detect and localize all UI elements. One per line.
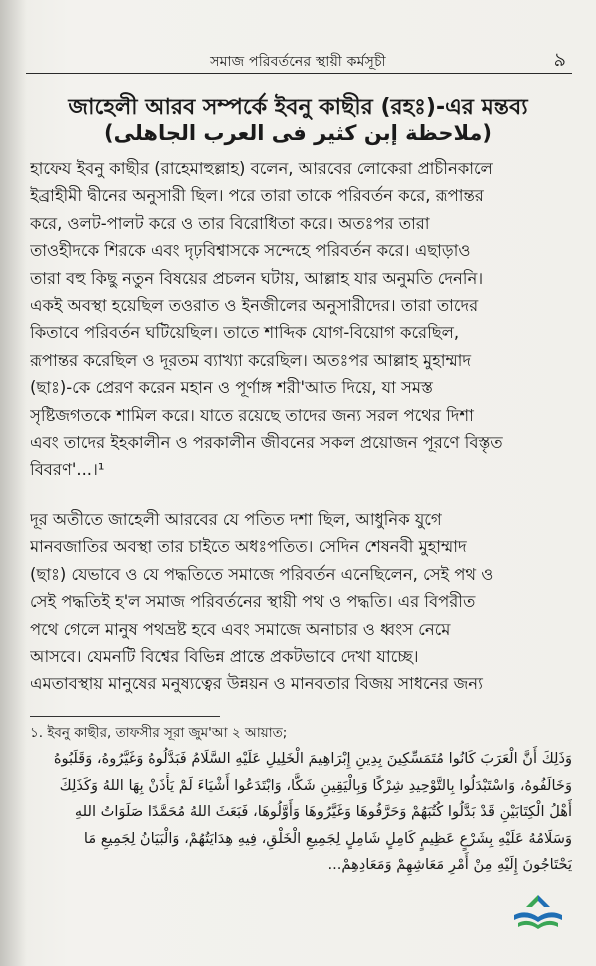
footnote-arabic-quote [30, 746, 572, 879]
paragraph-line: এবং তাদের ইহকালীন ও পরকালীন জীবনের সকল প্রয়োজন পূরণে বিস্তৃত [30, 433, 503, 453]
header-title: সমাজ পরিবর্তনের স্থায়ী কর্মসূচী [210, 54, 386, 70]
running-header [18, 44, 578, 74]
paragraph-line: মানবজাতির অবস্থা তার চাইতে অধঃপতিত। সেদিন শেষনবী মুহাম্মাদ [30, 537, 467, 557]
page-number: ৯ [553, 49, 566, 71]
footnote-source: ১. ইবনু কাছীর, তাফসীর সূরা জুম'আ ২ আয়াত; [30, 725, 288, 741]
publisher-logo-icon [510, 893, 566, 937]
arabic-line: وَذَلِكَ أَنَّ الْعَرَبَ كَانُوا مُتَمَسِّكِينَ بِدِينِ إِبْرَاهِيمَ الْخَلِيلِ عَلَيْهِ السَّلَامُ فَبَدَّلُوهُ وَغَيَّرُوهُ، وَقَلَبُوهُ [53, 750, 572, 767]
header-rule [26, 73, 572, 74]
section-heading: জাহেলী আরব সম্পর্কে ইবনু কাছীর (রহঃ)-এর মন্তব্য [68, 95, 528, 120]
footnote-divider [30, 716, 220, 717]
paragraph-line: (ছাঃ)-কে প্রেরণ করেন মহান ও পূর্ণাঙ্গ শরী'আত দিয়ে, যা সমস্ত [30, 378, 433, 398]
arabic-line: أَهْلُ الْكِتَابَيْنِ قَدْ بَدَّلُوا كُتُبَهُمْ وَحَرَّفُوهَا وَغَيَّرُوهَا وَأَوَّلُوهَا، فَبَعَثَ اللهُ مُحَمَّدًا صَلَوَاتُ اللهِ [74, 803, 572, 820]
paragraph-line: একই অবস্থা হয়েছিল তওরাত ও ইনজীলের অনুসারীদের। তারা তাদের [30, 296, 479, 316]
paragraph-1 [30, 155, 574, 484]
paragraph-2 [30, 506, 574, 698]
paragraph-line: সেই পদ্ধতিই হ'ল সমাজ পরিবর্তনের স্থায়ী পথ ও পদ্ধতি। এর বিপরীত [30, 592, 476, 612]
paragraph-line: এমতাবস্থায় মানুষের মনুষ্যত্বের উন্নয়ন ও মানবতার বিজয় সাধনের জন্য [30, 674, 483, 694]
paragraph-line: ইব্রাহীমী দ্বীনের অনুসারী ছিল। পরে তারা তাকে পরিবর্তন করে, রূপান্তর [30, 186, 484, 206]
paragraph-line: রূপান্তর করেছিল ও দূরতম ব্যাখ্যা করেছিল। অতঃপর আল্লাহ মুহাম্মাদ [30, 350, 471, 370]
arabic-line: وَخَالَفُوهُ، وَاسْتَبْدَلُوا بِالتَّوْحِيدِ شِرْكًا وَبِالْيَقِينِ شَكًّا، وَابْتَدَعُوا أَشْيَاءَ لَمْ يَأْذَنْ بِهَا اللهُ وَكَذَلِكَ [59, 776, 572, 794]
arabic-line: يَحْتَاجُونَ إِلَيْهِ مِنْ أَمْرِ مَعَاشِهِمْ وَمَعَادِهِمْ... [327, 856, 572, 873]
paragraph-line: পথে গেলে মানুষ পথভ্রষ্ট হবে এবং সমাজে অনাচার ও ধ্বংস নেমে [30, 619, 451, 639]
section-subheading: (ملاحظة إبن كثير فى العرب الجاهلى) [103, 121, 492, 145]
paragraph-line: বিবরণ'...।¹ [30, 460, 105, 480]
paragraph-line: কিতাবে পরিবর্তন ঘটিয়েছিল। তাতে শাব্দিক যোগ-বিয়োগ করেছিল, [30, 323, 460, 343]
arabic-line: وَسَلَامُهُ عَلَيْهِ بِشَرْعٍ عَظِيمٍ كَامِلٍ شَامِلٍ لِجَمِيعِ الْخَلْقِ، فِيهِ هِدَايَتُهُمْ، وَالْبَيَانُ لِجَمِيعِ مَا [83, 829, 572, 847]
paragraph-line: করে, ওলট-পালট করে ও তার বিরোধিতা করে। অতঃপর তারা [30, 213, 430, 233]
paragraph-line: সৃষ্টিজগতকে শামিল করে। যাতে রয়েছে তাদের জন্য সরল পথের দিশা [30, 405, 474, 425]
paragraph-line: তাওহীদকে শিরকে এবং দৃঢ়বিশ্বাসকে সন্দেহে পরিবর্তন করে। এছাড়াও [30, 241, 471, 261]
paragraph-line: (ছাঃ) যেভাবে ও যে পদ্ধতিতে সমাজে পরিবর্তন এনেছিলেন, সেই পথ ও [30, 564, 494, 584]
paragraph-line: দূর অতীতে জাহেলী আরবের যে পতিত দশা ছিল, আধুনিক যুগে [30, 510, 442, 529]
paragraph-line: তারা বহু কিছু নতুন বিষয়ের প্রচলন ঘটায়, আল্লাহ যার অনুমতি দেননি। [30, 268, 484, 288]
paragraph-line: আসবে। যেমনটি বিশ্বের বিভিন্ন প্রান্তে প্রকটভাবে দেখা যাচ্ছে। [30, 647, 419, 667]
paragraph-line: হাফেয ইবনু কাছীর (রাহেমাহুল্লাহ) বলেন, আরবের লোকেরা প্রাচীনকালে [30, 159, 493, 178]
